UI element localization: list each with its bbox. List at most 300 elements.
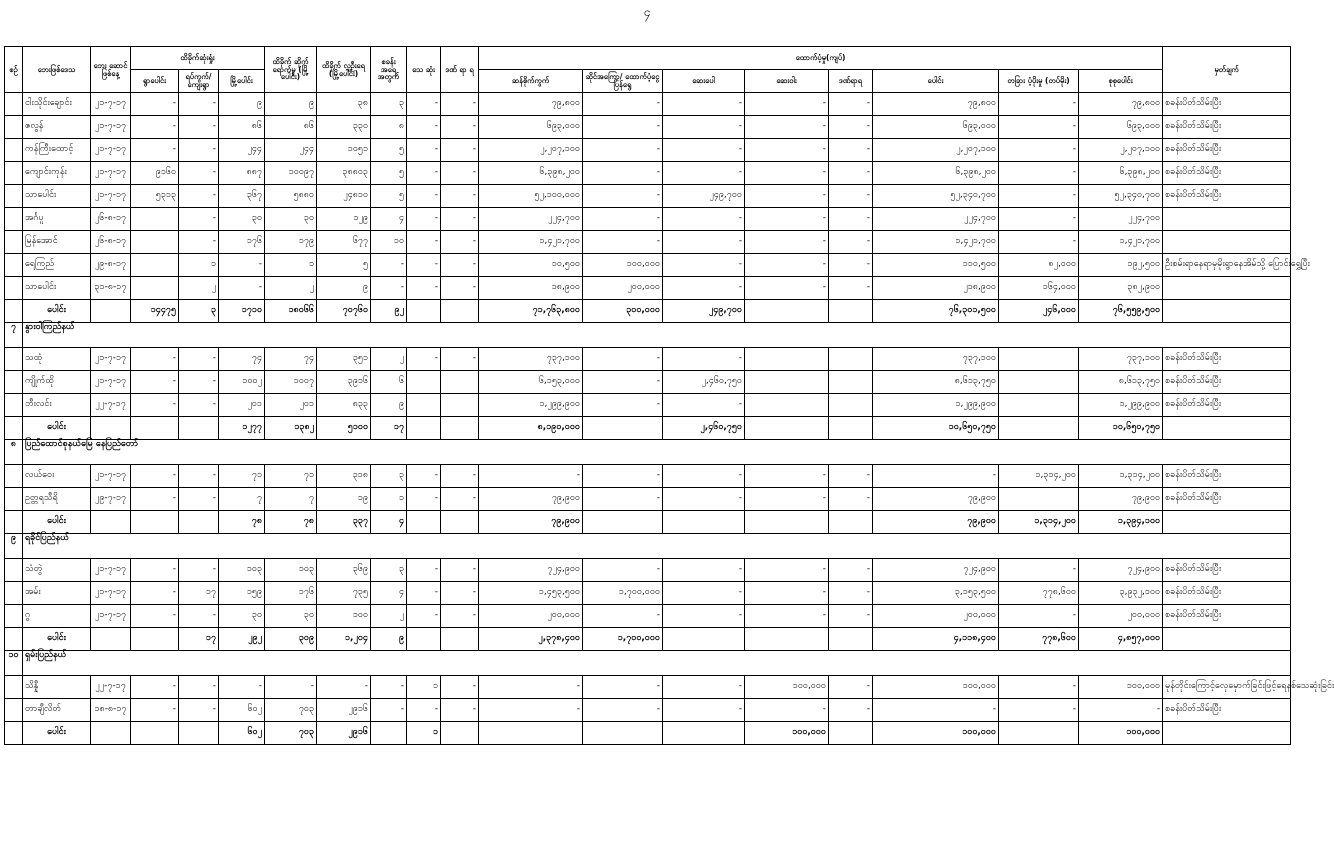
cell-ward: ၁ — [179, 254, 219, 277]
cell-medicine: - — [745, 699, 829, 722]
header-population: ထိခိုက် ဆိုက် ရောက်မှု (မြို့ပေါင်း) — [265, 47, 317, 93]
header-other-org: တခြား ပံ့ပိုးမှု (တပ်မိုး) — [999, 70, 1079, 93]
cell-household: ၈၆ — [219, 116, 265, 139]
total-cash: ၂၄၉,၇၀၀ — [663, 300, 745, 323]
row-remark: မုန်တိုင်းကြောင့်လှေမှောက်ခြင်းဖြင့်ရေနစ်သေဆုံးခြင်း — [1163, 676, 1291, 699]
cell-medicine: - — [745, 185, 829, 208]
total-remark — [1163, 722, 1291, 745]
cell-rice: ၁,၂၉၉,၉၀၀ — [479, 394, 583, 417]
cell-goods: - — [583, 185, 663, 208]
cell-total: ၁,၂၉၉,၉၀၀ — [1079, 394, 1163, 417]
cell-injury_aid: - — [829, 139, 873, 162]
cell-affected: ၂၄၈၁၀ — [317, 185, 371, 208]
cell-total: ၁၀၀,၀၀၀ — [1079, 676, 1163, 699]
cell-dead: - — [407, 116, 441, 139]
cell-injured: - — [441, 254, 479, 277]
row-remark — [1163, 208, 1291, 231]
cell-medicine: - — [745, 254, 829, 277]
cell-injured: - — [441, 559, 479, 582]
total-goods — [583, 417, 663, 440]
row-sn — [5, 465, 23, 488]
row-name: ဘီးလင်း — [23, 394, 91, 417]
cell-village: - — [131, 394, 179, 417]
cell-household: ၇ — [219, 488, 265, 511]
total-cash: ၂,၄၆၀,၇၅၀ — [663, 417, 745, 440]
cell-shelter: ၁ — [371, 488, 407, 511]
table-row — [5, 582, 1291, 605]
total-village — [131, 722, 179, 745]
cell-household: ၂၀၁ — [219, 394, 265, 417]
total-shelter: ၉၂ — [371, 300, 407, 323]
cell-village: - — [131, 582, 179, 605]
row-name: ကန်ကြီးထောင့် — [23, 139, 91, 162]
total-row — [5, 511, 1291, 534]
table-row — [5, 162, 1291, 185]
cell-affected: ၁၀၀ — [317, 605, 371, 628]
table-row — [5, 277, 1291, 300]
cell-goods: - — [583, 116, 663, 139]
table-row — [5, 605, 1291, 628]
total-sn — [5, 511, 23, 534]
cell-rice: ၇၂၄,၉၀၀ — [479, 559, 583, 582]
cell-goods: - — [583, 559, 663, 582]
cell-injury_aid: - — [829, 254, 873, 277]
header-group-affected: ထိခိုက်ဆုံးရှုံး — [131, 47, 265, 70]
cell-population: ၁၇၉ — [265, 231, 317, 254]
cell-other — [999, 348, 1079, 371]
cell-household: ၈၈၇ — [219, 162, 265, 185]
cell-subtotal: ၁၁၀,၅၀၀ — [873, 254, 999, 277]
cell-affected: ၈၃၃ — [317, 394, 371, 417]
total-ward — [179, 722, 219, 745]
cell-village — [131, 231, 179, 254]
cell-ward: - — [179, 231, 219, 254]
total-dead — [407, 300, 441, 323]
total-village — [131, 628, 179, 651]
cell-goods: - — [583, 348, 663, 371]
cell-rice: ၂၂၄,၇၀၀ — [479, 208, 583, 231]
total-medicine: ၁၀၀,၀၀၀ — [745, 722, 829, 745]
cell-household: ၃၆၇ — [219, 185, 265, 208]
total-date — [91, 300, 131, 323]
row-name: သာပေါင်း — [23, 277, 91, 300]
header-injury-aid: ဒဏ်ရာရ — [829, 70, 873, 93]
cell-affected: ၁၀၅၁ — [317, 139, 371, 162]
cell-cash: - — [663, 231, 745, 254]
table-row — [5, 348, 1291, 371]
total-sn — [5, 628, 23, 651]
row-remark — [1163, 231, 1291, 254]
row-name: သထုံ — [23, 348, 91, 371]
total-row — [5, 722, 1291, 745]
row-sn — [5, 185, 23, 208]
cell-date: ၂၂-၇-၁၇ — [91, 676, 131, 699]
cell-total: ၇၉,၈၀၀ — [1079, 93, 1163, 116]
cell-affected: ၁၂၉ — [317, 208, 371, 231]
total-cash — [663, 511, 745, 534]
cell-population: - — [265, 676, 317, 699]
cell-injury_aid: - — [829, 582, 873, 605]
total-shelter: ၁၇ — [371, 417, 407, 440]
total-sn — [5, 300, 23, 323]
row-name: ရေကြည် — [23, 254, 91, 277]
table-body — [5, 93, 1334, 745]
cell-ward: - — [179, 699, 219, 722]
cell-dead — [407, 394, 441, 417]
cell-population: ၃၀ — [265, 605, 317, 628]
cell-goods: ၁,၇၀၀,၀၀၀ — [583, 582, 663, 605]
cell-cash: - — [663, 465, 745, 488]
total-ward — [179, 511, 219, 534]
total-shelter — [371, 722, 407, 745]
total-population: ၁၈၀၆၆ — [265, 300, 317, 323]
total-other: ၂၄၆,၀၀၀ — [999, 300, 1079, 323]
cell-subtotal: ၇၉,၈၀၀ — [873, 93, 999, 116]
cell-total: ၆၉၃,၀၀၀ — [1079, 116, 1163, 139]
total-sn — [5, 722, 23, 745]
row-name: ဇလွန် — [23, 116, 91, 139]
total-remark — [1163, 511, 1291, 534]
total-population: ၇၈ — [265, 511, 317, 534]
cell-date: ၂၉-၈-၁၇ — [91, 254, 131, 277]
cell-goods: - — [583, 371, 663, 394]
cell-other: ၁,၃၁၄,၂၀၀ — [999, 465, 1079, 488]
total-total: ၁၀,၆၅၀,၇၅၀ — [1079, 417, 1163, 440]
total-row — [5, 300, 1291, 323]
cell-shelter: ၈ — [371, 116, 407, 139]
total-total: ၁,၃၉၄,၁၀၀ — [1079, 511, 1163, 534]
total-dead — [407, 511, 441, 534]
cell-affected: ၃၃၀ — [317, 116, 371, 139]
cell-subtotal: ၂၀၀,၀၀၀ — [873, 605, 999, 628]
cell-population: ၁၇၆ — [265, 582, 317, 605]
cell-goods: - — [583, 699, 663, 722]
total-rice: ၇၁,၇၆၃,၈၀၀ — [479, 300, 583, 323]
cell-injury_aid — [829, 348, 873, 371]
cell-subtotal: ၇၉,၉၀၀ — [873, 488, 999, 511]
cell-village: - — [131, 371, 179, 394]
cell-affected: ၆၇၇ — [317, 231, 371, 254]
total-village — [131, 511, 179, 534]
total-affected: ၂၉၁၆ — [317, 722, 371, 745]
row-sn — [5, 676, 23, 699]
total-remark — [1163, 628, 1291, 651]
cell-household: ၁၀၃ — [219, 559, 265, 582]
cell-population: ၈၆ — [265, 116, 317, 139]
cell-other: - — [999, 699, 1079, 722]
row-name: တာချီလိတ် — [23, 699, 91, 722]
cell-total: ၃,၉၃၂,၁၀၀ — [1079, 582, 1163, 605]
total-population: ၁၃၈၂ — [265, 417, 317, 440]
cell-date: ၂၆-၈-၁၇ — [91, 231, 131, 254]
cell-date: ၂၁-၇-၁၇ — [91, 93, 131, 116]
cell-total: ၇၃၇,၁၀၀ — [1079, 348, 1163, 371]
cell-total: ၁၉၂,၅၀၀ — [1079, 254, 1163, 277]
cell-village: - — [131, 465, 179, 488]
total-subtotal: ၄,၁၁၈,၄၀၀ — [873, 628, 999, 651]
total-population: ၃၀၉ — [265, 628, 317, 651]
cell-subtotal: ၃,၁၅၃,၅၀၀ — [873, 582, 999, 605]
total-row — [5, 417, 1291, 440]
row-name: လယ်ဝေး — [23, 465, 91, 488]
cell-subtotal: ၇၂၄,၉၀၀ — [873, 559, 999, 582]
total-label: ပေါင်း — [23, 628, 91, 651]
cell-population: ၁၀၃ — [265, 559, 317, 582]
cell-dead: - — [407, 162, 441, 185]
total-injury_aid — [829, 417, 873, 440]
row-sn — [5, 277, 23, 300]
row-remark: စခန်းပိတ်သိမ်းပြီး — [1163, 139, 1291, 162]
row-name: မြန်အောင် — [23, 231, 91, 254]
cell-village: - — [131, 139, 179, 162]
row-sn — [5, 488, 23, 511]
cell-other: - — [999, 676, 1079, 699]
row-sn — [5, 116, 23, 139]
row-sn — [5, 162, 23, 185]
cell-other: ၁၆၄,၀၀၀ — [999, 277, 1079, 300]
cell-village — [131, 208, 179, 231]
cell-village: - — [131, 559, 179, 582]
cell-household: ၇၁ — [219, 465, 265, 488]
cell-medicine: - — [745, 582, 829, 605]
cell-injured: - — [441, 277, 479, 300]
cell-shelter: - — [371, 277, 407, 300]
total-rice: ၇၉,၉၀၀ — [479, 511, 583, 534]
row-sn — [5, 394, 23, 417]
section-title: ပြည်ထောင်စုနယ်မြေ နေပြည်တော် — [23, 440, 1291, 465]
cell-rice: ၁၈,၉၀၀ — [479, 277, 583, 300]
cell-medicine: - — [745, 208, 829, 231]
total-injured — [441, 300, 479, 323]
total-date — [91, 417, 131, 440]
total-household: ၁၇၁၀ — [219, 300, 265, 323]
header-shelter: စခန်း အရေ အတွက် — [371, 47, 407, 93]
cell-goods: - — [583, 676, 663, 699]
cell-shelter: ၉ — [371, 394, 407, 417]
row-remark: စခန်းပိတ်သိမ်းပြီး — [1163, 559, 1291, 582]
cell-injury_aid — [829, 371, 873, 394]
cell-shelter: ၆ — [371, 371, 407, 394]
cell-medicine: - — [745, 488, 829, 511]
header-cash: ဆေးပေါ — [663, 70, 745, 93]
cell-medicine — [745, 348, 829, 371]
row-remark: ဦးစမ်းရာနေရာမှမိုးရွာနေအိမ်သို့ ပြောင်းရွှေ့ပြီး — [1163, 254, 1291, 277]
header-date: ဘေး ဆောင် ဖြစ်နေ့ — [91, 47, 131, 93]
cell-village: ၅၃၁၃ — [131, 185, 179, 208]
cell-total: ၃၈၂,၉၀၀ — [1079, 277, 1163, 300]
cell-cash: - — [663, 676, 745, 699]
cell-injured: - — [441, 162, 479, 185]
cell-affected: ၃၉၁၆ — [317, 371, 371, 394]
total-affected: ၁,၂၀၄ — [317, 628, 371, 651]
total-other — [999, 417, 1079, 440]
cell-population: ၂ — [265, 277, 317, 300]
cell-village: ၉၁၆၀ — [131, 162, 179, 185]
row-remark: စခန်းပိတ်သိမ်းပြီး — [1163, 116, 1291, 139]
cell-affected: ၉ — [317, 277, 371, 300]
total-other: ၁,၃၁၄,၂၀၀ — [999, 511, 1079, 534]
cell-subtotal: ၁၀၀,၀၀၀ — [873, 676, 999, 699]
row-remark: စခန်းပိတ်သိမ်းပြီး — [1163, 93, 1291, 116]
cell-injury_aid: - — [829, 208, 873, 231]
cell-dead: - — [407, 139, 441, 162]
cell-dead: - — [407, 93, 441, 116]
total-rice: ၈,၁၉၀,၀၀၀ — [479, 417, 583, 440]
row-name: သိန္နီ — [23, 676, 91, 699]
cell-injured: - — [441, 488, 479, 511]
cell-affected: ၅ — [317, 254, 371, 277]
cell-household: ၁၀၀၂ — [219, 371, 265, 394]
cell-household: - — [219, 676, 265, 699]
cell-other: - — [999, 139, 1079, 162]
header-group-loss: ထောက်ပံ့မှု(ကျပ်) — [479, 47, 1163, 70]
total-ward: ၁၇ — [179, 628, 219, 651]
section-row — [5, 323, 1291, 348]
cell-other: - — [999, 185, 1079, 208]
cell-injury_aid: - — [829, 277, 873, 300]
cell-subtotal: - — [873, 465, 999, 488]
table-row — [5, 371, 1291, 394]
cell-injured: - — [441, 231, 479, 254]
row-sn — [5, 559, 23, 582]
cell-cash: - — [663, 277, 745, 300]
total-affected: ၇၀၇၆၀ — [317, 300, 371, 323]
cell-dead: ၁ — [407, 676, 441, 699]
cell-date: ၂၁-၇-၁၇ — [91, 465, 131, 488]
total-village — [131, 417, 179, 440]
total-medicine — [745, 300, 829, 323]
cell-date: ၂၂-၇-၁၇ — [91, 394, 131, 417]
cell-goods: - — [583, 93, 663, 116]
cell-other: ၇၇၈,၆၀၀ — [999, 582, 1079, 605]
total-dead — [407, 628, 441, 651]
total-household: ၁၂၇၇ — [219, 417, 265, 440]
cell-medicine: - — [745, 605, 829, 628]
cell-date: ၂၁-၇-၁၇ — [91, 582, 131, 605]
cell-dead: - — [407, 605, 441, 628]
cell-dead: - — [407, 582, 441, 605]
cell-ward: - — [179, 139, 219, 162]
cell-injury_aid: - — [829, 465, 873, 488]
cell-household: ၂၄၄ — [219, 139, 265, 162]
total-date — [91, 628, 131, 651]
row-name: အမ်း — [23, 582, 91, 605]
cell-dead: - — [407, 465, 441, 488]
cell-shelter: ၃ — [371, 93, 407, 116]
cell-injury_aid: - — [829, 93, 873, 116]
cell-ward: - — [179, 162, 219, 185]
cell-other: - — [999, 559, 1079, 582]
total-ward: ၃ — [179, 300, 219, 323]
cell-shelter: ၄ — [371, 208, 407, 231]
total-other — [999, 722, 1079, 745]
row-sn — [5, 699, 23, 722]
cell-date: ၂၁-၇-၁၇ — [91, 348, 131, 371]
row-remark: စခန်းပိတ်သိမ်းပြီး — [1163, 582, 1291, 605]
table-header — [5, 47, 1291, 93]
total-shelter: ၉ — [371, 628, 407, 651]
cell-date: ၃၁-၈-၁၇ — [91, 277, 131, 300]
cell-affected: ၃၆၉ — [317, 559, 371, 582]
cell-cash: ၂,၄၆၀,၇၅၀ — [663, 371, 745, 394]
cell-goods: - — [583, 139, 663, 162]
header-rice: ဆန်စိုက်ကွက် — [479, 70, 583, 93]
total-date — [91, 722, 131, 745]
cell-rice: ၁၀,၅၀၀ — [479, 254, 583, 277]
cell-other: - — [999, 231, 1079, 254]
table-row — [5, 488, 1291, 511]
total-total: ၄,၈၅၇,၀၀၀ — [1079, 628, 1163, 651]
row-name: ဂွ — [23, 605, 91, 628]
cell-injured — [441, 394, 479, 417]
row-remark: စခန်းပိတ်သိမ်းပြီး — [1163, 699, 1291, 722]
row-remark: စခန်းပိတ်သိမ်းပြီး — [1163, 488, 1291, 511]
total-injury_aid — [829, 511, 873, 534]
cell-rice: ၁,၄၅၃,၅၀၀ — [479, 582, 583, 605]
cell-household: ၇၄ — [219, 348, 265, 371]
cell-subtotal: ၆၉၃,၀၀၀ — [873, 116, 999, 139]
row-sn — [5, 605, 23, 628]
cell-other: - — [999, 208, 1079, 231]
section-title: ရှမ်းပြည်နယ် — [23, 651, 1291, 676]
table-row — [5, 465, 1291, 488]
total-subtotal: ၁၀,၆၅၀,၇၅၀ — [873, 417, 999, 440]
cell-subtotal: ၂၂၄,၇၀၀ — [873, 208, 999, 231]
cell-date: ၂၁-၇-၁၇ — [91, 162, 131, 185]
section-sn: ၈ — [5, 440, 23, 465]
cell-goods: - — [583, 231, 663, 254]
cell-goods: - — [583, 208, 663, 231]
cell-dead: - — [407, 348, 441, 371]
row-sn — [5, 139, 23, 162]
header-goods: ဆိုင်အကြော/ ထောက်ပံ့ငွေ ပြန်ရွေ — [583, 70, 663, 93]
total-medicine — [745, 417, 829, 440]
cell-cash: - — [663, 208, 745, 231]
total-subtotal: ၁၀၀,၀၀၀ — [873, 722, 999, 745]
total-remark — [1163, 300, 1291, 323]
cell-injured: - — [441, 699, 479, 722]
cell-population: ၁၀၀၇ — [265, 371, 317, 394]
cell-village: - — [131, 93, 179, 116]
table-row — [5, 139, 1291, 162]
cell-household: ၉ — [219, 93, 265, 116]
cell-household: - — [219, 277, 265, 300]
cell-injured: - — [441, 465, 479, 488]
total-medicine — [745, 511, 829, 534]
cell-injury_aid: - — [829, 676, 873, 699]
table-row — [5, 254, 1291, 277]
total-cash — [663, 628, 745, 651]
cell-cash: - — [663, 699, 745, 722]
cell-ward: - — [179, 559, 219, 582]
table-row — [5, 559, 1291, 582]
row-sn — [5, 371, 23, 394]
total-date — [91, 511, 131, 534]
cell-population: ၂၀၁ — [265, 394, 317, 417]
total-injury_aid — [829, 300, 873, 323]
table-row — [5, 231, 1291, 254]
cell-shelter: - — [371, 699, 407, 722]
table-row — [5, 208, 1291, 231]
cell-household: ၃၀ — [219, 208, 265, 231]
cell-other: - — [999, 605, 1079, 628]
total-population: ၇၀၃ — [265, 722, 317, 745]
cell-injured: - — [441, 185, 479, 208]
cell-rice: ၆၉၃,၀၀၀ — [479, 116, 583, 139]
cell-village — [131, 277, 179, 300]
total-row — [5, 628, 1291, 651]
cell-ward: - — [179, 348, 219, 371]
